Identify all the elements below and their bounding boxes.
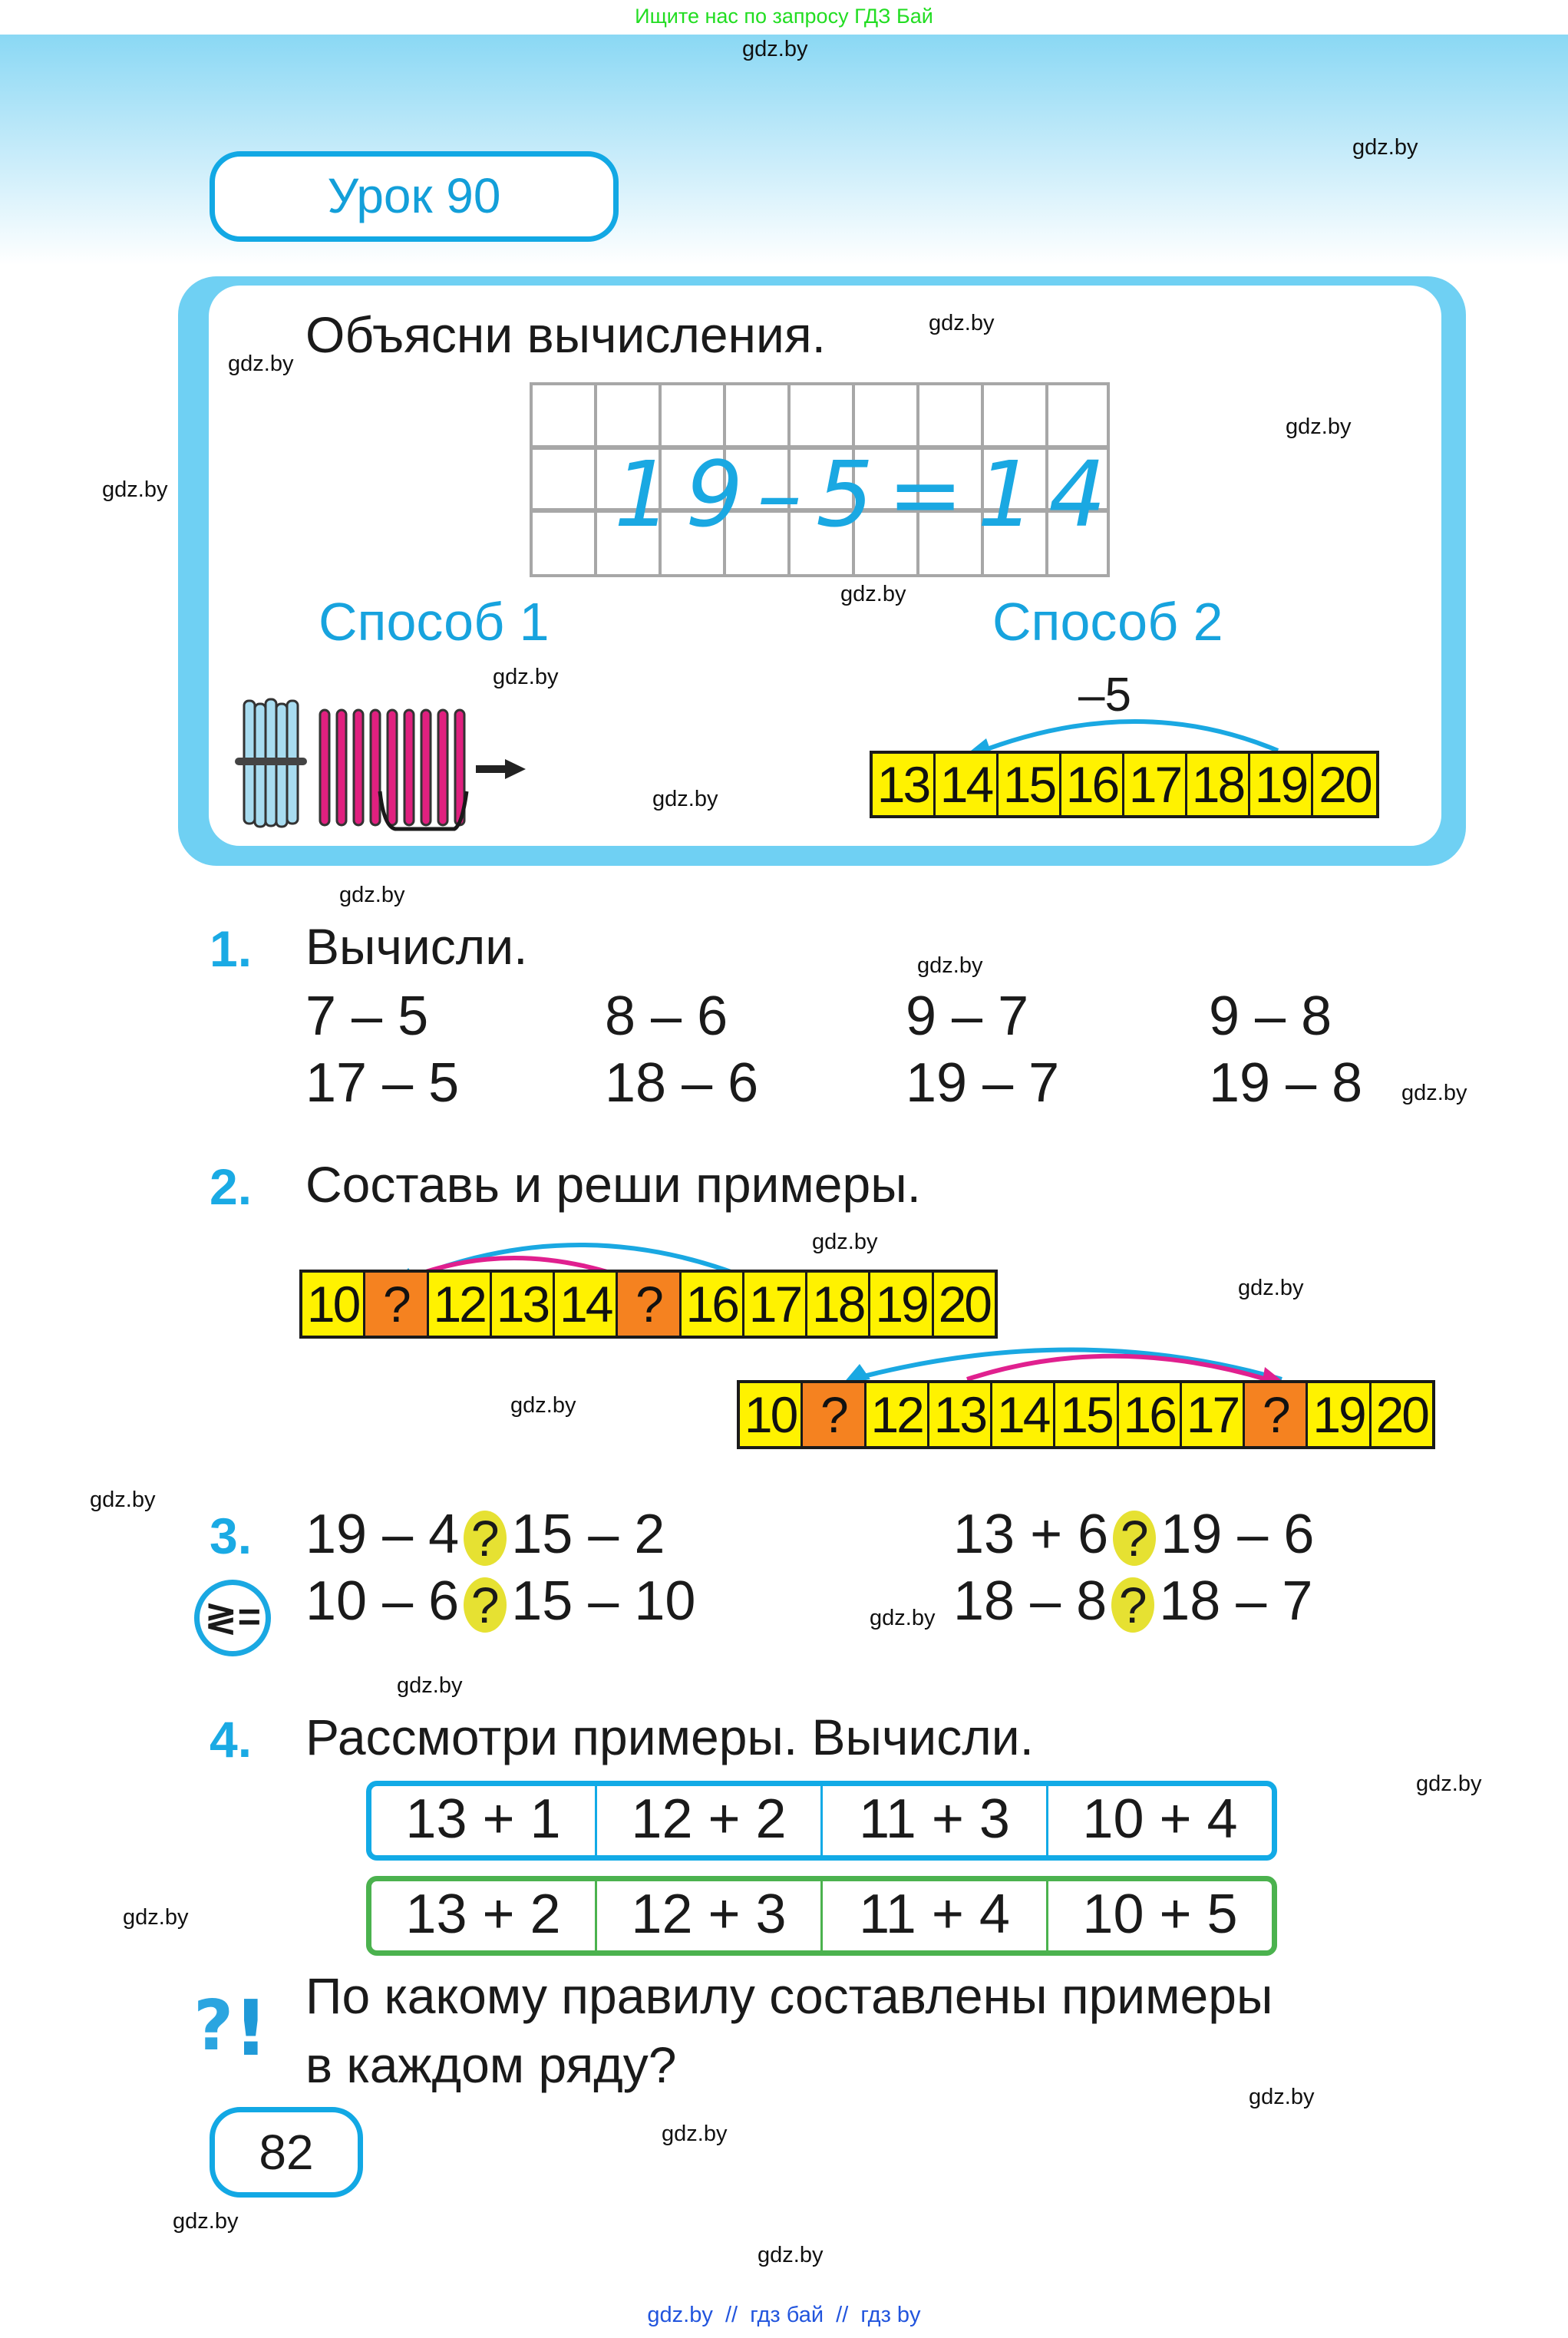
task1-expression: 8 – 6 [605, 986, 728, 1047]
expression-cell: 12 + 3 [597, 1881, 823, 1950]
watermark: gdz.by [840, 582, 906, 606]
expression-cell: 11 + 3 [823, 1786, 1048, 1855]
comparison-right: 18 – 7 [1159, 1570, 1313, 1632]
question-exclamation-icon [193, 1984, 278, 2069]
top-banner[interactable]: Ищите нас по запросу ГДЗ Бай [0, 0, 1568, 35]
watermark: gdz.by [1249, 2085, 1315, 2109]
number-cell: 13 [873, 754, 936, 815]
watermark: gdz.by [173, 2209, 239, 2234]
method2-title: Способ 2 [992, 592, 1223, 652]
loose-sticks-icon [320, 710, 464, 825]
number-cell: 17 [1124, 754, 1187, 815]
task4-number: 4. [210, 1711, 253, 1768]
number-cell: 13 [492, 1273, 555, 1336]
number-cell: 16 [682, 1273, 744, 1336]
expression-cell: 13 + 1 [371, 1786, 597, 1855]
page-number: 82 [210, 2107, 363, 2198]
number-cell: 13 [929, 1383, 992, 1446]
watermark: gdz.by [870, 1606, 936, 1630]
unknown-cell[interactable]: ? [803, 1383, 866, 1446]
number-cell: 17 [744, 1273, 807, 1336]
comparison-sign-blank[interactable]: ? [464, 1577, 507, 1633]
arrow-right-icon [476, 759, 526, 779]
comparison-left: 18 – 8 [953, 1570, 1108, 1632]
watermark: gdz.by [102, 477, 168, 502]
watermark: gdz.by [652, 787, 718, 811]
task1-heading: Вычисли. [305, 918, 528, 975]
number-cell: 14 [992, 1383, 1055, 1446]
compare-signs-icon: ≷= [194, 1580, 271, 1656]
watermark: gdz.by [397, 1673, 463, 1698]
comparison-right: 15 – 2 [511, 1504, 665, 1565]
watermark: gdz.by [493, 665, 559, 689]
task1-expression: 9 – 8 [1209, 986, 1332, 1047]
number-cell: 15 [999, 754, 1061, 815]
number-cell: 20 [1319, 756, 1371, 813]
comparison-sign-blank[interactable]: ? [1111, 1577, 1154, 1633]
comparison-sign-blank[interactable]: ? [464, 1511, 507, 1566]
lesson-title: Урок 90 [210, 151, 619, 242]
expression-cell: 13 + 2 [371, 1881, 597, 1950]
expression-row-green [366, 1876, 1277, 1956]
watermark: gdz.by [929, 311, 995, 335]
expression-cell: 10 + 4 [1082, 1788, 1238, 1850]
bundle-of-ten-icon [235, 699, 307, 827]
watermark: gdz.by [123, 1905, 189, 1930]
question-line-2: в каждом ряду? [305, 2036, 677, 2093]
comparison-right: 19 – 6 [1160, 1504, 1315, 1565]
watermark: gdz.by [228, 352, 294, 376]
method1-title: Способ 1 [319, 592, 550, 652]
number-cell: 12 [867, 1383, 929, 1446]
svg-text:!: ! [233, 1984, 269, 2069]
number-line-13-20 [870, 751, 1379, 818]
counting-sticks-illustration [230, 695, 691, 833]
svg-text:?: ? [193, 1986, 234, 2066]
task1-expression: 9 – 7 [906, 986, 1029, 1047]
number-cell: 18 [1187, 754, 1250, 815]
watermark: gdz.by [1352, 135, 1418, 160]
watermark: gdz.by [742, 37, 808, 61]
comparison-left: 13 + 6 [953, 1504, 1109, 1565]
number-cell: 10 [302, 1273, 365, 1336]
comparison-right: 15 – 10 [511, 1570, 696, 1632]
comparison-left: 19 – 4 [305, 1504, 460, 1565]
watermark: gdz.by [1238, 1276, 1304, 1300]
comparison-row [305, 1503, 665, 1566]
number-cell: 20 [1375, 1386, 1428, 1443]
number-cell: 19 [1250, 754, 1313, 815]
question-line-1: По какому правилу составлены примеры [305, 1967, 1273, 2024]
number-cell: 16 [1119, 1383, 1182, 1446]
number-cell: 18 [807, 1273, 870, 1336]
task1-expression: 17 – 5 [305, 1052, 460, 1114]
task1-expression: 19 – 7 [906, 1052, 1060, 1114]
watermark: gdz.by [758, 2243, 824, 2267]
watermark: gdz.by [1416, 1772, 1482, 1796]
task1-number: 1. [210, 920, 253, 977]
expression-cell: 10 + 5 [1082, 1884, 1238, 1945]
explain-heading: Объясни вычисления. [305, 306, 826, 363]
expression-cell: 11 + 4 [823, 1881, 1048, 1950]
expression-row-blue [366, 1781, 1277, 1861]
watermark: gdz.by [1286, 414, 1352, 439]
comparison-row [953, 1570, 1312, 1633]
number-cell: 20 [938, 1276, 990, 1332]
watermark: gdz.by [339, 883, 405, 907]
watermark: gdz.by [917, 953, 983, 978]
task1-expression: 18 – 6 [605, 1052, 759, 1114]
number-cell: 16 [1061, 754, 1124, 815]
unknown-cell[interactable]: ? [365, 1273, 428, 1336]
number-cell: 19 [1308, 1383, 1371, 1446]
handwritten-equation: 19–5=14 [614, 441, 1121, 547]
task2-line2-arrows-icon [821, 1339, 1312, 1385]
comparison-left: 10 – 6 [305, 1570, 460, 1632]
number-cell: 19 [870, 1273, 933, 1336]
expression-cell: 12 + 2 [597, 1786, 823, 1855]
comparison-sign-blank[interactable]: ? [1113, 1511, 1156, 1566]
unknown-cell[interactable]: ? [618, 1273, 681, 1336]
number-cell: 14 [555, 1273, 618, 1336]
comparison-row [953, 1503, 1314, 1566]
number-cell: 14 [936, 754, 999, 815]
watermark: gdz.by [510, 1393, 576, 1418]
watermark: gdz.by [90, 1488, 156, 1512]
task3-number: 3. [210, 1507, 253, 1564]
jump-label: –5 [1078, 669, 1131, 722]
number-line-task2-b [737, 1380, 1435, 1449]
task2-heading: Составь и реши примеры. [305, 1156, 921, 1213]
number-cell: 10 [740, 1383, 803, 1446]
unknown-cell[interactable]: ? [1245, 1383, 1308, 1446]
task4-heading: Рассмотри примеры. Вычисли. [305, 1709, 1034, 1765]
task1-expression: 19 – 8 [1209, 1052, 1363, 1114]
number-cell: 15 [1055, 1383, 1118, 1446]
number-cell: 12 [429, 1273, 492, 1336]
watermark: gdz.by [662, 2122, 728, 2146]
number-cell: 17 [1182, 1383, 1245, 1446]
footer-links[interactable]: gdz.by // гдз бай // гдз by [647, 2303, 921, 2327]
task1-expression: 7 – 5 [305, 986, 429, 1047]
watermark: gdz.by [1401, 1081, 1467, 1105]
number-line-task2-a [299, 1270, 998, 1339]
watermark: gdz.by [812, 1230, 878, 1254]
task2-number: 2. [210, 1158, 253, 1215]
comparison-row [305, 1570, 695, 1633]
